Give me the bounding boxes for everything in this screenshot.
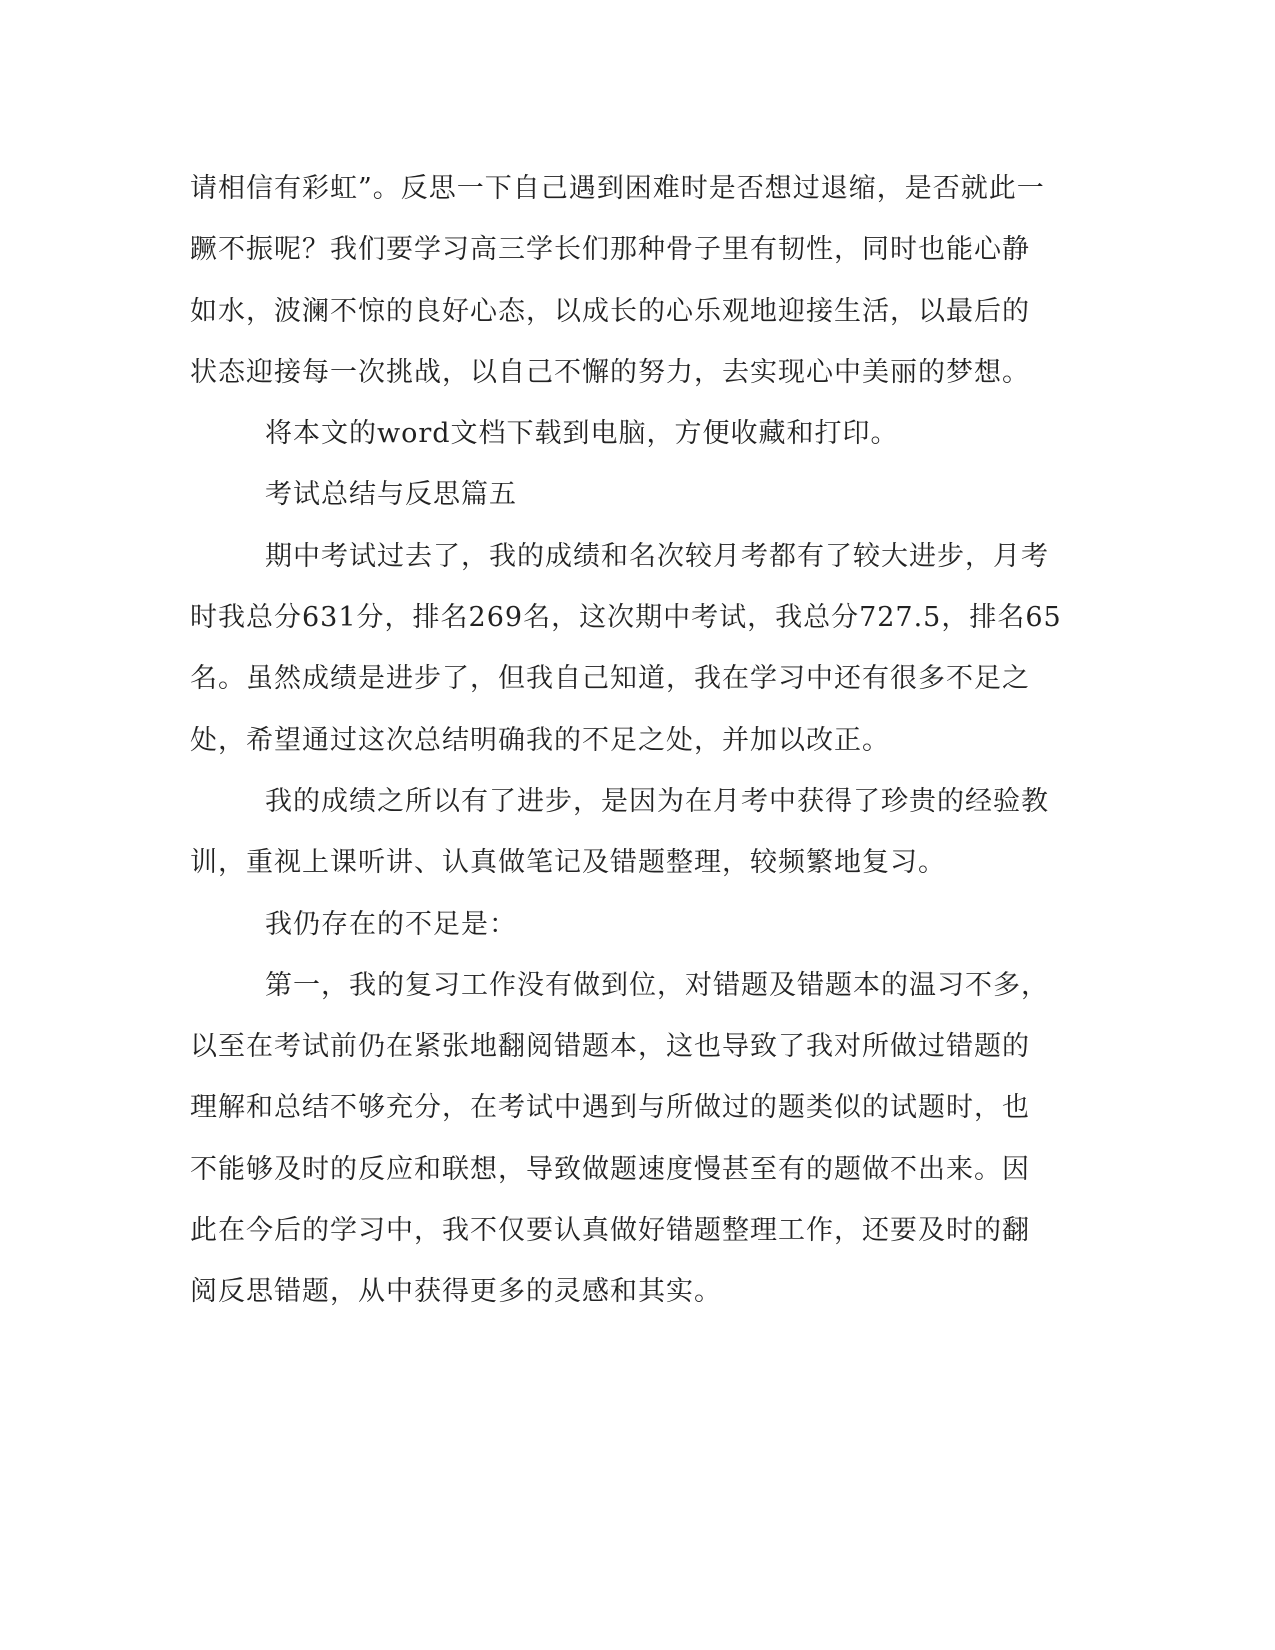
text-line: 名。虽然成绩是进步了，但我自己知道，我在学习中还有很多不足之 xyxy=(190,663,1030,695)
text-line: 我仍存在的不足是： xyxy=(265,908,517,940)
text-line: 状态迎接每一次挑战，以自己不懈的努力，去实现心中美丽的梦想。 xyxy=(190,356,1030,388)
download-note: 将本文的word文档下载到电脑，方便收藏和打印。 xyxy=(265,418,899,450)
paragraph xyxy=(190,158,1090,403)
document-body xyxy=(190,158,1090,1323)
paragraph xyxy=(190,955,1090,1323)
text-line: 理解和总结不够充分，在考试中遇到与所做过的题类似的试题时，也 xyxy=(190,1092,1030,1124)
paragraph xyxy=(190,894,1090,955)
paragraph xyxy=(190,464,1090,525)
paragraph xyxy=(190,403,1090,464)
text-line: 以至在考试前仍在紧张地翻阅错题本，这也导致了我对所做过错题的 xyxy=(190,1031,1030,1063)
text-line: 训，重视上课听讲、认真做笔记及错题整理，较频繁地复习。 xyxy=(190,847,946,879)
text-line: 时我总分631分，排名269名，这次期中考试，我总分727.5，排名65 xyxy=(190,602,1062,634)
text-line: 第一，我的复习工作没有做到位，对错题及错题本的温习不多， xyxy=(265,969,1049,1001)
section-heading: 考试总结与反思篇五 xyxy=(265,479,517,511)
text-line: 我的成绩之所以有了进步，是因为在月考中获得了珍贵的经验教 xyxy=(265,785,1049,817)
paragraph xyxy=(190,771,1090,894)
text-line: 阅反思错题，从中获得更多的灵感和其实。 xyxy=(190,1276,722,1308)
text-line: 如水，波澜不惊的良好心态，以成长的心乐观地迎接生活，以最后的 xyxy=(190,295,1030,327)
text-line: 此在今后的学习中，我不仅要认真做好错题整理工作，还要及时的翻 xyxy=(190,1215,1030,1247)
text-line: 处，希望通过这次总结明确我的不足之处，并加以改正。 xyxy=(190,724,890,756)
text-line: 不能够及时的反应和联想，导致做题速度慢甚至有的题做不出来。因 xyxy=(190,1153,1030,1185)
paragraph xyxy=(190,526,1090,771)
text-line: 请相信有彩虹”。反思一下自己遇到困难时是否想过退缩，是否就此一 xyxy=(190,173,1045,204)
text-line: 期中考试过去了，我的成绩和名次较月考都有了较大进步，月考 xyxy=(265,540,1049,572)
text-line: 蹶不振呢？我们要学习高三学长们那种骨子里有韧性，同时也能心静 xyxy=(190,234,1030,266)
